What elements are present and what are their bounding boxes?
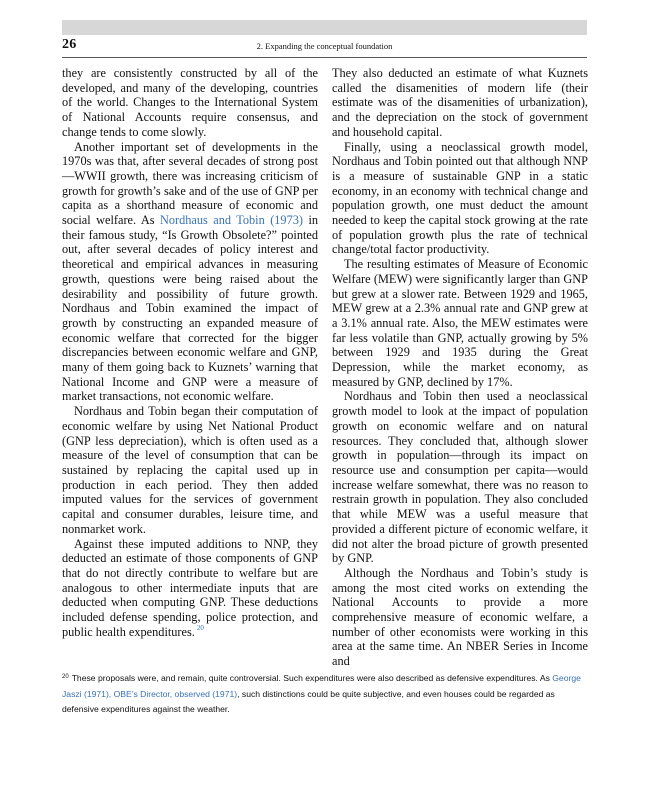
paragraph-text: Against these imputed additions to NNP, they deducted an estimate of those components of GNP that do not directly contribute to welfare but are analogous to other intermediate inputs that are deducted when computing GNP. These deductions included defense spending, police protection, and public health expenditures. — [62, 536, 318, 639]
header-rule — [62, 57, 587, 58]
footnote — [62, 671, 587, 716]
paragraph: Nordhaus and Tobin began their computation of economic welfare by using Net National Product (GNP less depreciation), which is often used as a measure of the level of consumption that can be sustained by replacing the capital used up in production in each period. They then added imputed values for the services of government capital and consumer durables, leisure time, and nonmarket work. — [62, 404, 318, 536]
top-gray-bar — [62, 20, 587, 35]
running-head: 2. Expanding the conceptual foundation — [256, 41, 393, 51]
paragraph: Nordhaus and Tobin then used a neoclassical growth model to look at the impact of population growth on economic welfare and on natural resources. They concluded that, although slower growth in population—through its impact on resource use and consumption per capita—would increase welfare somewhat, there was no reason to restrain growth in population. They also concluded that while MEW was a useful measure that provided a different picture of economic welfare, it did not alter the broad picture of growth presented by GNP. — [332, 389, 588, 566]
citation-link-nordhaus-tobin[interactable]: Nordhaus and Tobin (1973) — [159, 213, 303, 228]
paragraph: Although the Nordhaus and Tobin’s study is among the most cited works on extending the National Accounts to provide a more comprehensive measure of economic welfare, a number of other economists were working in this area at the same time. An NBER Series in Income and — [332, 565, 588, 669]
paragraph: They also deducted an estimate of what Kuznets called the disamenities of modern life (their estimate was of the disamenities of urbanization), and the depreciation on the stock of government and household capital. — [332, 66, 588, 139]
paragraph — [62, 537, 318, 642]
footnote-reference[interactable]: 20 — [196, 623, 204, 632]
right-column — [332, 66, 588, 669]
footnote-text: , such distinctions could be quite subjective, and even houses could be regarded as defensive expenditures against the weather. — [62, 689, 555, 714]
footnote-number: 20 — [62, 674, 69, 680]
paragraph: they are consistently constructed by all of the developed, and many of the developing, countries of the world. Changes to the International System of National Accounts require consensus, and change tends to come slowly. — [62, 66, 318, 139]
paragraph — [62, 140, 318, 405]
page-number: 26 — [62, 37, 77, 52]
paragraph-text: Another important set of developments in the 1970s was that, after several decades of strong post—WWII growth, there was increasing criticism of growth for growth’s sake and of the use of GNP per capita as a shorthand measure of economic and social welfare. As — [62, 139, 318, 228]
citation-link-jaszi[interactable]: George Jaszi (1971), OBE’s Director, observed (1971) — [62, 673, 581, 700]
paragraph-text: in their famous study, “Is Growth Obsolete?” pointed out, after several decades of policy interest and theoretical and empirical advances in measuring growth, questions were being raised about the desirability and possibility of future growth. Nordhaus and Tobin examined the impact of growth by constructing an expanded measure of economic welfare that corrected for the bigger discrepancies between economic welfare and GNP, many of them going back to Kuznets’ warning that National Income and GNP were a measure of market transactions, not economic welfare. — [62, 213, 319, 404]
footnote-text: These proposals were, and remain, quite controversial. Such expenditures were also described as defensive expenditures. As — [71, 673, 553, 683]
paragraph: Finally, using a neoclassical growth model, Nordhaus and Tobin pointed out that although NNP is a measure of sustainable GNP in a static economy, in an economy with technical change and population growth, one must deduct the amount needed to keep the capital stock growing at the rate of population growth plus the rate of technical change/total factor productivity. — [332, 139, 588, 257]
left-column — [62, 66, 318, 641]
paragraph: The resulting estimates of Measure of Economic Welfare (MEW) were significantly larger than GNP but grew at a slower rate. Between 1929 and 1965, MEW grew at a 2.3% annual rate and GNP grew at a 3.1% annual rate. Also, the MEW estimates were far less volatile than GNP, actually growing by 5% between 1929 and 1935 during the Great Depression, while the market economy, as measured by GNP, declined by 17%. — [332, 257, 588, 389]
